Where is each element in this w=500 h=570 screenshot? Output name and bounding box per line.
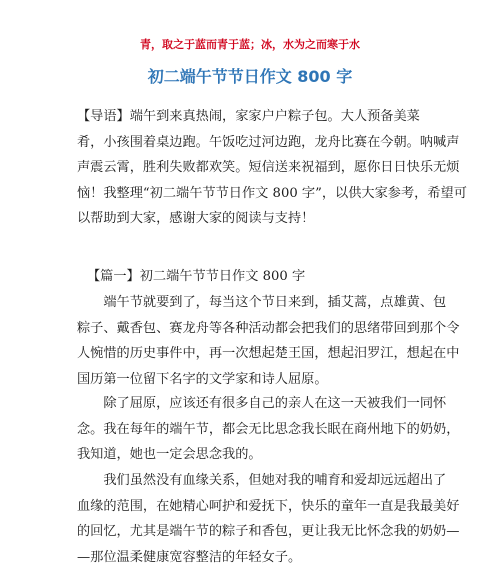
section-heading: 【篇一】初二端午节节日作文 800 字	[87, 264, 305, 290]
text-line: 国历第一位留下名字的文学家和诗人屈原。	[77, 367, 424, 393]
text-line: 的回忆，尤其是端午节的粽子和香包，更让我无比怀念我的奶奶—	[77, 519, 424, 545]
text-line: 我知道，她也一定会思念我的。	[77, 442, 424, 468]
text-line: 血缘的范围，在她精心呵护和爱抚下，快乐的童年一直是我最美好	[77, 494, 424, 520]
header-motto: 青，取之于蓝而青于蓝；冰，水为之而寒于水	[0, 36, 500, 52]
text-line: 念。我在每年的端午节，都会无比思念我长眠在商州地下的奶奶，	[77, 417, 424, 443]
text-line: —那位温柔健康宽容整洁的年轻女子。	[77, 545, 424, 570]
text-line: 以帮助到大家，感谢大家的阅读与支持！	[77, 206, 424, 232]
body-paragraph	[77, 391, 424, 468]
text-line: 声震云霄，胜利失败都欢笑。短信送来祝福到，愿你日日快乐无烦	[77, 155, 424, 181]
text-line: 粽子、戴香包、赛龙舟等各种活动都会把我们的思绪带回到那个令	[77, 316, 424, 342]
text-line: 【导语】端午到来真热闹，家家户户粽子包。大人预备美菜	[77, 104, 424, 130]
body-paragraph	[77, 468, 424, 570]
intro-paragraph	[77, 104, 424, 232]
body-paragraph	[77, 290, 424, 392]
text-line: 我们虽然没有血缘关系，但她对我的哺育和爱却远远超出了	[77, 468, 424, 494]
text-line: 肴，小孩围着桌边跑。午饭吃过河边跑，龙舟比赛在今朝。呐喊声	[77, 130, 424, 156]
text-line: 人惋惜的历史事件中，再一次想起楚王国，想起汨罗江，想起在中	[77, 341, 424, 367]
text-line: 除了屈原，应该还有很多自己的亲人在这一天被我们一同怀	[77, 391, 424, 417]
text-line: 恼！我整理“初二端午节节日作文 800 字”，以供大家参考，希望可	[77, 181, 424, 207]
document-title: 初二端午节节日作文 800 字	[0, 64, 500, 87]
text-line: 端午节就要到了，每当这个节日来到，插艾蒿，点雄黄、包	[77, 290, 424, 316]
